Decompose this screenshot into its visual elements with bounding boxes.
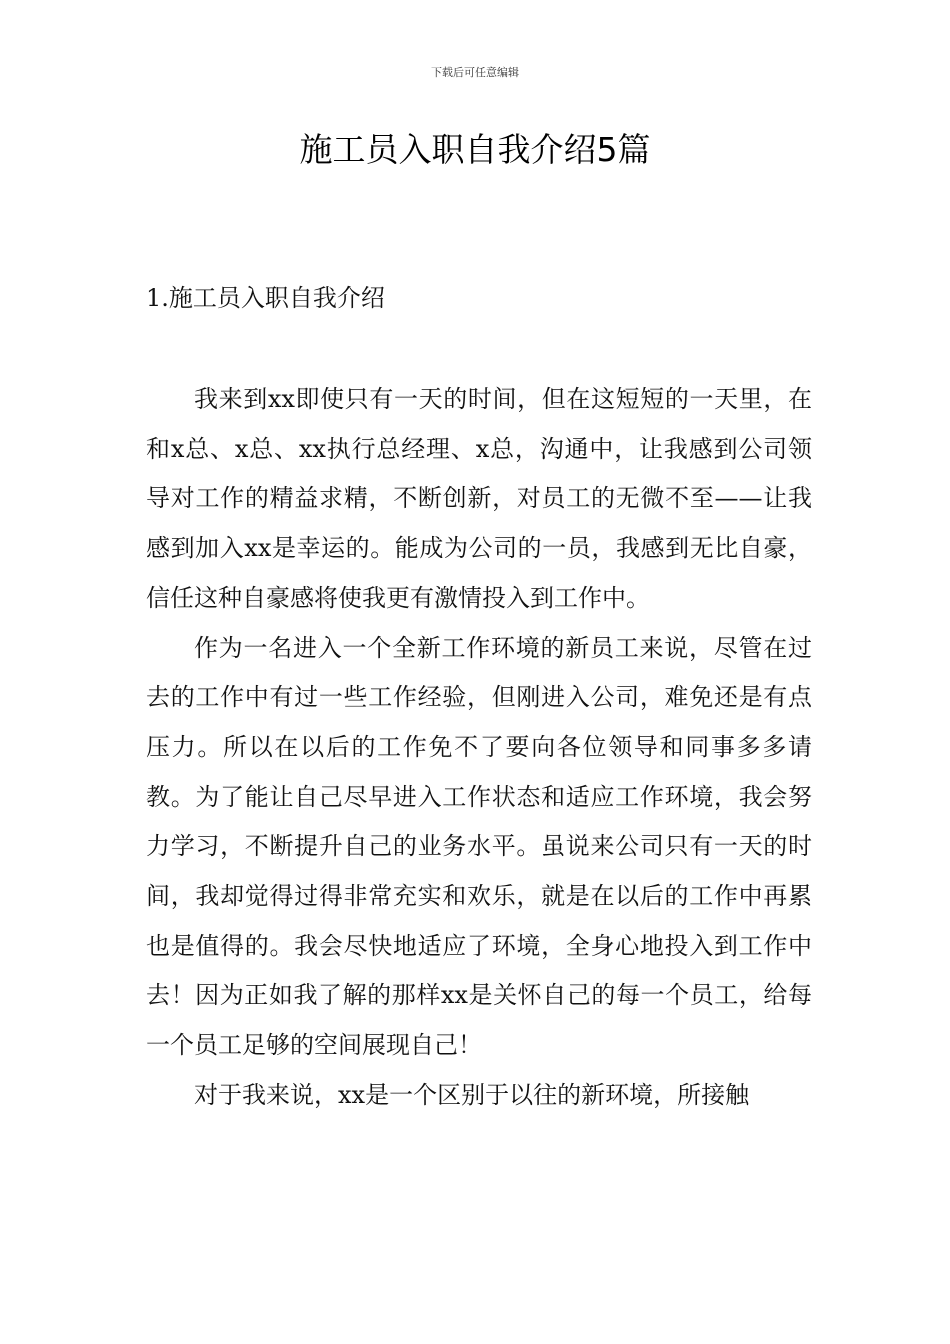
paragraph: 对于我来说，xx是一个区别于以往的新环境，所接触 <box>194 1080 750 1109</box>
paragraph: 我来到xx即使只有一天的时间，但在这短短的一天里，在和x总、x总、xx执行总经理、x总，沟通中，让我感到公司领导对工作的精益求精，不断创新，对员工的无微不至——让我感到加入xx是幸运的。能成为公司的一员，我感到无比自豪，信任这种自豪感将使我更有激情投入到工作中。 <box>146 385 812 612</box>
header-note: 下载后可任意编辑 <box>431 66 519 79</box>
section-heading: 1.施工员入职自我介绍 <box>146 284 385 312</box>
paragraph: 作为一名进入一个全新工作环境的新员工来说，尽管在过去的工作中有过一些工作经验，但刚进入公司，难免还是有点压力。所以在以后的工作免不了要向各位领导和同事多多请教。为了能让自己尽早进入工作状态和适应工作环境，我会努力学习，不断提升自己的业务水平。虽说来公司只有一天的时间，我却觉得过得非常充实和欢乐，就是在以后的工作中再累也是值得的。我会尽快地适应了环境，全身心地投入到工作中去！因为正如我了解的那样xx是关怀自己的每一个员工，给每一个员工足够的空间展现自己！ <box>146 633 812 1060</box>
document-title: 施工员入职自我介绍5篇 <box>299 130 651 169</box>
body-text <box>146 375 812 1121</box>
